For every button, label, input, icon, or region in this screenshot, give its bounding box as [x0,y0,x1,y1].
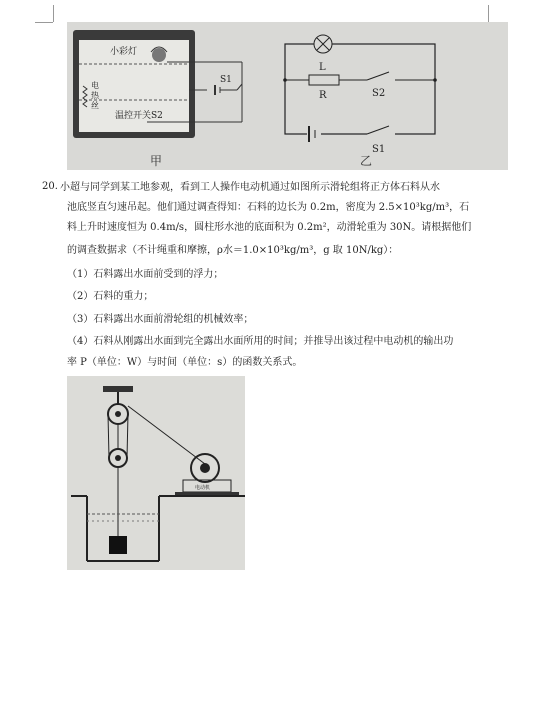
question-item: （1）石料露出水面前受到的浮力； [67,269,224,280]
svg-text:热: 热 [91,91,99,100]
lamp-symbol-icon [314,35,332,53]
circuit-figure [67,22,508,170]
crop-mark [35,22,53,23]
switch-s1-label: S1 [220,75,232,85]
svg-text:R: R [319,90,327,101]
question-item-cont: 率 P（单位：W）与时间（单位：s）的函数关系式。 [67,357,303,368]
problem-line: 池底竖直匀速吊起。他们通过调查得知：石料的边长为 0.2m，密度为 2.5×10³kg/m³，石 [67,202,470,213]
crop-mark [488,5,489,22]
caption-right: 乙 [360,154,373,168]
question-item: （3）石料露出水面前滑轮组的机械效率； [67,314,254,325]
lamp-label: 小彩灯 [110,47,138,57]
problem-line: 料上升时速度恒为 0.4m/s，圆柱形水池的底面积为 0.2m²，动滑轮重为 30N。请根据他们 [67,222,472,233]
svg-text:丝: 丝 [91,101,99,110]
problem-line: 的调查数据求（不计绳重和摩擦，ρ水＝1.0×10³kg/m³，g 取 10N/kg）： [67,245,399,256]
svg-text:S2: S2 [372,88,386,99]
problem-number: 20. [42,181,58,192]
resistor-symbol [309,75,339,85]
temp-switch-label: 温控开关S2 [115,111,163,121]
fixed-pulley-icon [108,392,128,424]
crop-mark [53,5,54,22]
question-item: （2）石料的重力； [67,291,154,302]
svg-text:L: L [319,62,326,73]
question-item: （4）石料从刚露出水面到完全露出水面所用的时间；并推导出该过程中电动机的输出功 [67,336,454,347]
motor-label: 电动机 [195,485,211,491]
svg-text:S1: S1 [372,144,386,155]
stone-block [109,536,127,554]
problem-line: 小超与同学到某工地参观，看到工人操作电动机通过如图所示滑轮组将正方体石料从水 [60,182,440,193]
movable-pulley-icon [109,449,127,467]
pulley-figure [67,376,245,570]
svg-text:电: 电 [91,81,99,90]
caption-left: 甲 [150,154,163,168]
